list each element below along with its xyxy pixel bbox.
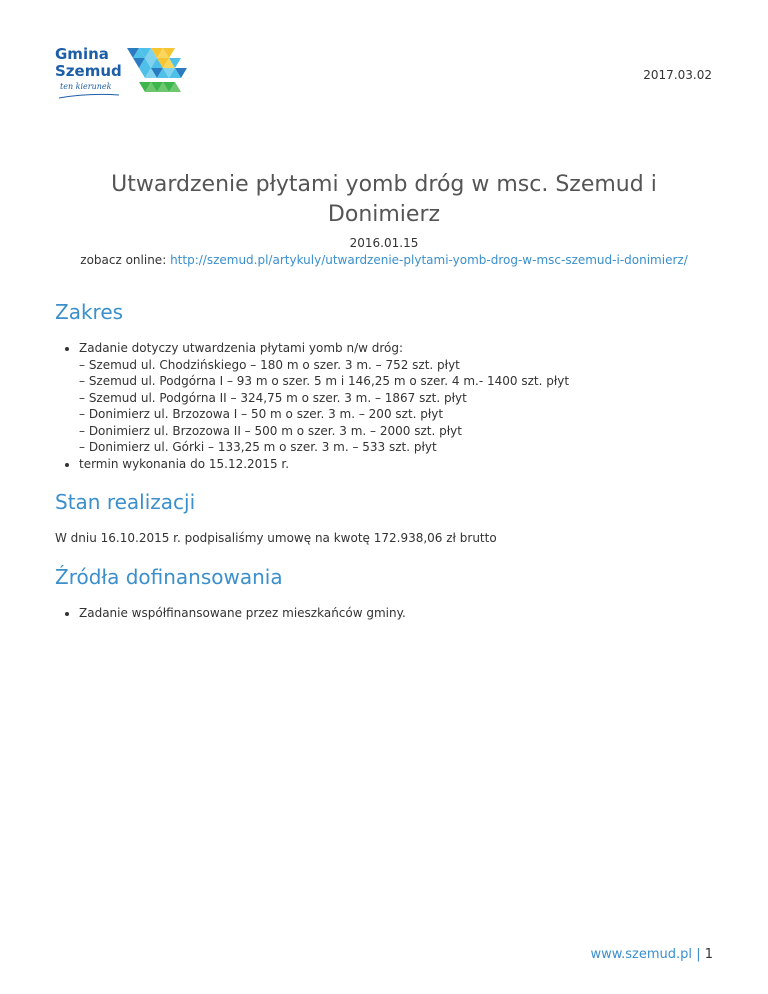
logo-tagline: ten kierunek <box>60 82 112 91</box>
list-item <box>79 340 715 456</box>
road-line: – Donimierz ul. Brzozowa I – 50 m o szer. 3 m. – 200 szt. płyt <box>79 407 444 421</box>
logo-underline-swoosh <box>58 93 120 99</box>
scope-list <box>55 340 715 472</box>
page-footer <box>590 947 713 962</box>
page-header <box>0 0 768 110</box>
section-heading: Źródła dofinansowania <box>55 564 283 589</box>
road-line: – Szemud ul. Chodzińskiego – 180 m o szer. 3 m. – 752 szt. płyt <box>79 357 460 372</box>
road-line: – Donimierz ul. Górki – 133,25 m o szer. 3 m. – 533 szt. płyt <box>79 440 437 454</box>
logo-wordmark <box>55 46 122 80</box>
article-body <box>55 298 715 637</box>
publish-date: 2016.01.15 <box>349 236 419 250</box>
page-number: 1 <box>704 947 713 962</box>
site-link[interactable]: www.szemud.pl <box>590 947 693 962</box>
logo-line-1: Gmina <box>55 45 109 63</box>
online-link-line <box>0 253 768 267</box>
triangle-mosaic-icon <box>127 48 189 100</box>
article-title: Utwardzenie płytami yomb dróg w msc. Szemud i Donimierz <box>111 172 657 227</box>
road-line: – Szemud ul. Podgórna II – 324,75 m o szer. 3 m. – 1867 szt. płyt <box>79 390 467 405</box>
online-label: zobacz online: <box>80 253 167 267</box>
road-line: – Donimierz ul. Brzozowa II – 500 m o szer. 3 m. – 2000 szt. płyt <box>79 423 462 438</box>
road-line: – Szemud ul. Podgórna I – 93 m o szer. 5 m i 146,25 m o szer. 4 m.- 1400 szt. płyt <box>79 374 570 388</box>
article-header <box>0 170 768 267</box>
list-item: • Zadanie współfinansowane przez mieszkańców gminy. <box>79 605 715 622</box>
section-heading: Stan realizacji <box>55 490 196 514</box>
funding-list <box>55 605 715 622</box>
list-item-text: Zadanie dotyczy utwardzenia płytami yomb n/w dróg: <box>79 341 404 355</box>
section-zrodla-dofinansowania <box>55 563 715 622</box>
section-stan-realizacji <box>55 488 715 547</box>
section-zakres <box>55 298 715 472</box>
gmina-szemud-logo[interactable] <box>55 46 190 104</box>
footer-separator: | <box>696 947 701 962</box>
logo-line-2: Szemud <box>55 62 122 80</box>
list-item: • termin wykonania do 15.12.2015 r. <box>79 456 715 473</box>
article-url-link[interactable]: http://szemud.pl/artykuly/utwardzenie-plytami-yomb-drog-w-msc-szemud-i-donimierz/ <box>170 253 688 267</box>
print-date: 2017.03.02 <box>643 68 712 82</box>
section-heading: Zakres <box>55 300 124 324</box>
status-paragraph: W dniu 16.10.2015 r. podpisaliśmy umowę na kwotę 172.938,06 zł brutto <box>55 531 497 545</box>
